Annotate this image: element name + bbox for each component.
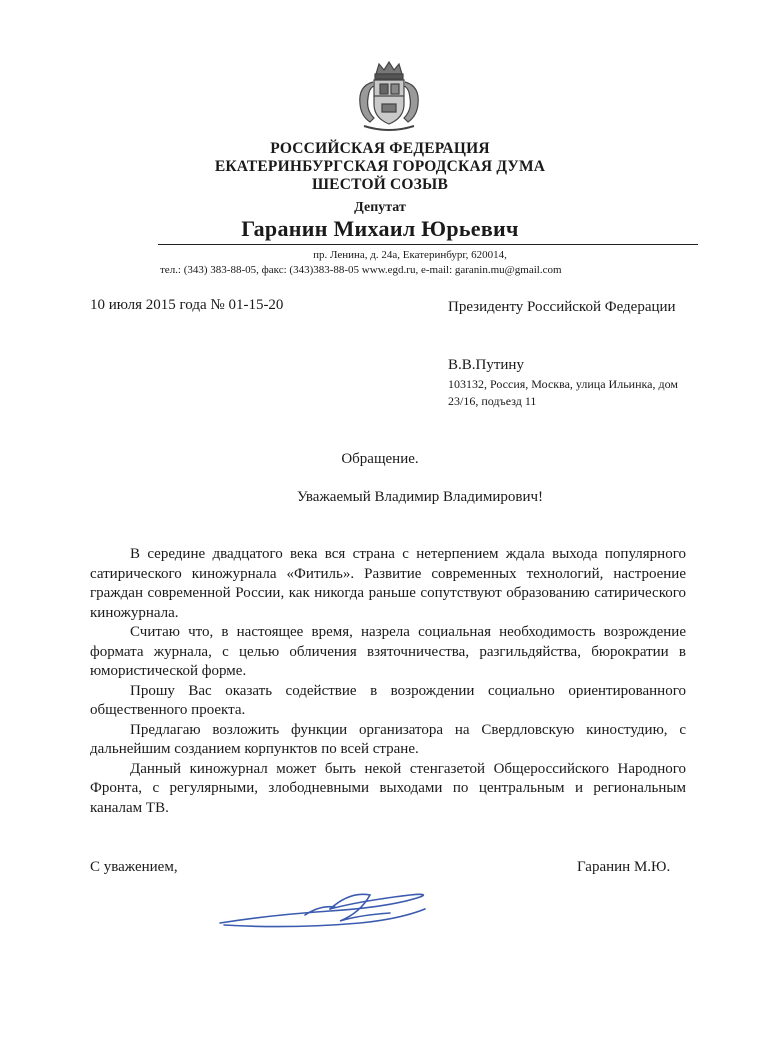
letter-greeting: Уважаемый Владимир Владимирович! xyxy=(296,489,544,505)
recipient-title: Президенту Российской Федерации xyxy=(448,299,676,315)
header-divider xyxy=(158,244,698,245)
letter-date-ref: 10 июля 2015 года № 01-15-20 xyxy=(90,297,284,313)
body-paragraph: Прошу Вас оказать содействие в возрождении социально ориентированного общественного проекта. xyxy=(90,682,686,718)
closing-phrase: С уважением, xyxy=(90,859,178,875)
body-paragraph: Считаю что, в настоящее время, назрела социальная необходимость возрождение формата журнала, с целью обличения взяточничества, разгильдяйства, бюрократии в юмористической форме. xyxy=(90,624,686,679)
header-contacts: тел.: (343) 383-88-05, факс: (343)383-88-05 www.egd.ru, e-mail: garanin.mu@gmail.com xyxy=(160,264,562,276)
body-paragraph: Данный киножурнал может быть некой стенгазетой Общероссийского Народного Фронта, с регулярными, злободневными выходами по центральным и региональным каналам ТВ. xyxy=(90,760,686,816)
signature-image xyxy=(210,885,440,935)
signer-name: Гаранин М.Ю. xyxy=(577,859,671,875)
deputy-name: Гаранин Михаил Юрьевич xyxy=(241,216,519,241)
header-convocation: ШЕСТОЙ СОЗЫВ xyxy=(311,176,449,193)
coat-of-arms-icon xyxy=(346,58,432,136)
header-country: РОССИЙСКАЯ ФЕДЕРАЦИЯ xyxy=(270,140,490,157)
header-organization: ЕКАТЕРИНБУРГСКАЯ ГОРОДСКАЯ ДУМА xyxy=(214,158,546,175)
letter-title: Обращение. xyxy=(341,451,419,467)
body-paragraph: В середине двадцатого века вся страна с нетерпением ждала выхода популярного сатирического киножурнала «Фитиль». Развитие современных технологий, настроение граждан современной России, как никогда раньше сопутствуют образованию сатирического киножурнала. xyxy=(90,546,686,621)
recipient-address: 103132, Россия, Москва, улица Ильинка, дом 23/16, подъезд 11 xyxy=(448,377,678,408)
deputy-label: Депутат xyxy=(354,200,406,215)
recipient-name: В.В.Путину xyxy=(448,357,524,373)
body-paragraph: Предлагаю возложить функции организатора на Свердловскую киностудию, с дальнейшим созданием корпунктов по всей стране. xyxy=(90,721,686,757)
letter-body xyxy=(90,545,686,818)
header-address: пр. Ленина, д. 24а, Екатеринбург, 620014, xyxy=(313,249,507,261)
